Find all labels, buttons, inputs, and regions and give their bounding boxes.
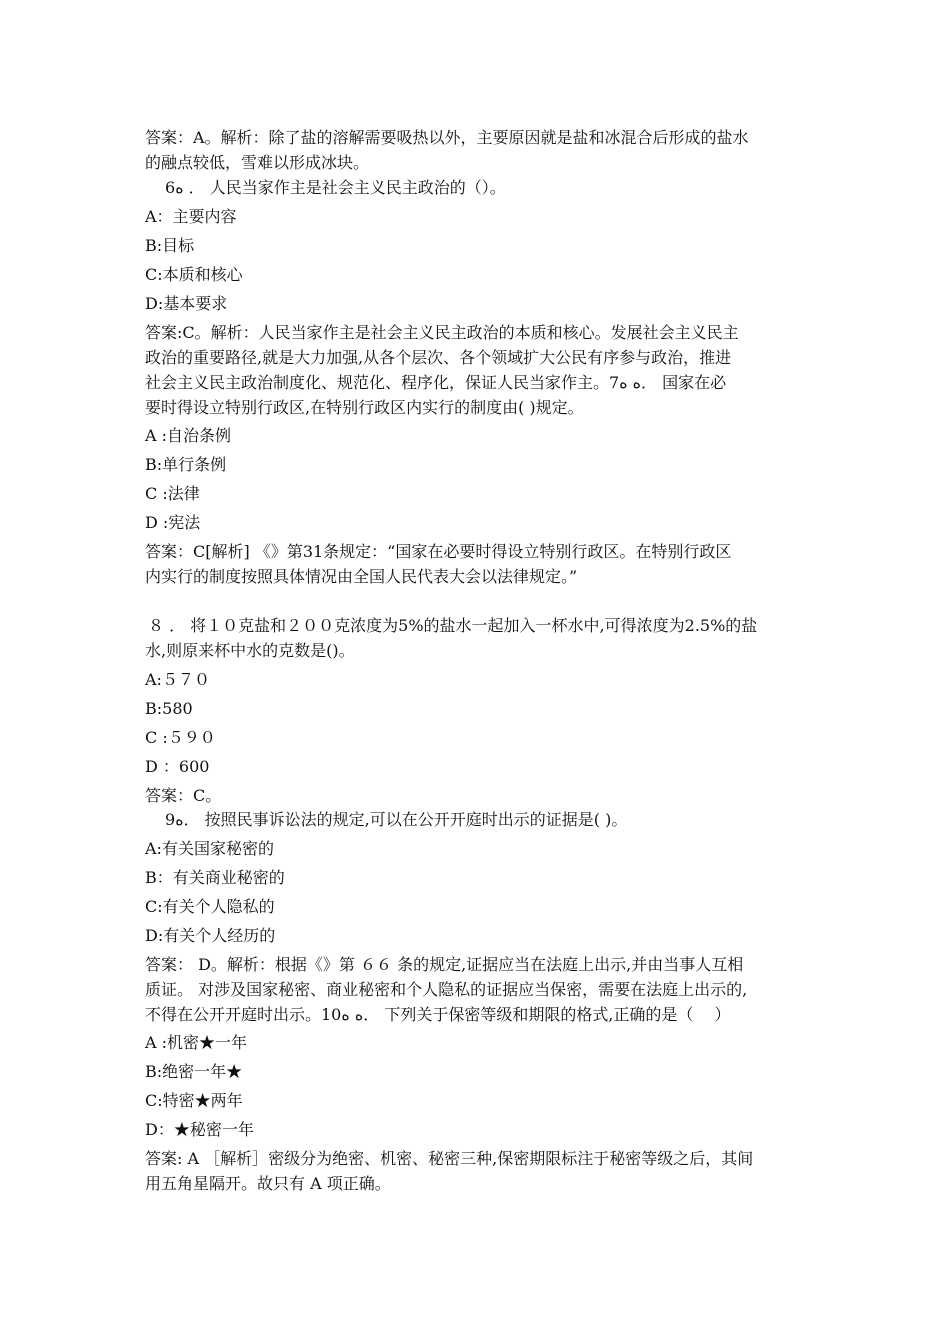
- q7-option-d: D :宪法: [145, 513, 201, 532]
- q9-option-a: A:有关国家秘密的: [145, 839, 274, 858]
- answer-q9-line1: 答案： D。解析：根据《》第 ６６ 条的规定,证据应当在法庭上出示,并由当事人互相: [145, 955, 744, 974]
- answer-q5-line2: 的融点较低，雪难以形成冰块。: [145, 153, 370, 172]
- q10-option-a: A :机密★一年: [145, 1033, 248, 1052]
- q10-option-c: C:特密★两年: [145, 1091, 243, 1110]
- q6-option-d: D:基本要求: [145, 294, 228, 313]
- question-9: 9ه． 按照民事诉讼法的规定,可以在公开开庭时出示的证据是( )。: [165, 810, 628, 829]
- answer-q7-line2: 内实行的制度按照具体情况由全国人民代表大会以法律规定。”: [145, 567, 578, 586]
- q7-option-c: C :法律: [145, 484, 200, 503]
- q7-option-a: A :自治条例: [145, 426, 232, 445]
- question-7-line2: 要时得设立特别行政区,在特别行政区内实行的制度由( )规定。: [145, 398, 584, 417]
- answer-q6-line2: 政治的重要路径,就是大力加强,从各个层次、各个领域扩大公民有序参与政治，推进: [145, 348, 732, 367]
- q10-option-d: D：★秘密一年: [145, 1120, 254, 1139]
- q7-option-b: B:单行条例: [145, 455, 227, 474]
- answer-q5-line1: 答案：A。解析：除了盐的溶解需要吸热以外，主要原因就是盐和冰混合后形成的盐水: [145, 128, 749, 147]
- q6-option-a: A：主要内容: [145, 207, 237, 226]
- question-6: 6ه ． 人民当家作主是社会主义民主政治的（）。: [165, 178, 506, 197]
- answer-q9-line3: 不得在公开开庭时出示。10ه ه． 下列关于保密等级和期限的格式,正确的是（ ）: [145, 1005, 731, 1024]
- answer-q8: 答案：C。: [145, 786, 222, 805]
- q9-option-b: B：有关商业秘密的: [145, 868, 285, 887]
- answer-q10-line2: 用五角星隔开。故只有 A 项正确。: [145, 1174, 391, 1193]
- q8-option-d: D ：600: [145, 757, 210, 776]
- answer-q6-line1: 答案:C。解析：人民当家作主是社会主义民主政治的本质和核心。发展社会主义民主: [145, 323, 739, 342]
- answer-q10-line1: 答案: A ［解析］密级分为绝密、机密、秘密三种,保密期限标注于秘密等级之后，其间: [145, 1149, 754, 1168]
- question-8-line1: ８ ． 将１０克盐和２００克浓度为5%的盐水一起加入一杯水中,可得浓度为2.5%的盐: [148, 616, 758, 635]
- q8-option-c: C :５９０: [145, 728, 216, 747]
- answer-q7-line1: 答案：C[解析] 《》第31条规定：“国家在必要时得设立特别行政区。在特别行政区: [145, 542, 732, 561]
- q9-option-c: C:有关个人隐私的: [145, 897, 275, 916]
- q6-option-c: C:本质和核心: [145, 265, 243, 284]
- q10-option-b: B:绝密一年★: [145, 1062, 243, 1081]
- q8-option-a: A:５７０: [145, 670, 210, 689]
- question-8-line2: 水,则原来杯中水的克数是()。: [145, 641, 355, 660]
- q8-option-b: B:580: [145, 699, 193, 718]
- q6-option-b: B:目标: [145, 236, 195, 255]
- answer-q9-line2: 质证。 对涉及国家秘密、商业秘密和个人隐私的证据应当保密，需要在法庭上出示的,: [145, 980, 748, 999]
- answer-q6-line3: 社会主义民主政治制度化、规范化、程序化，保证人民当家作主。7ه ه． 国家在必: [145, 373, 727, 392]
- q9-option-d: D:有关个人经历的: [145, 926, 276, 945]
